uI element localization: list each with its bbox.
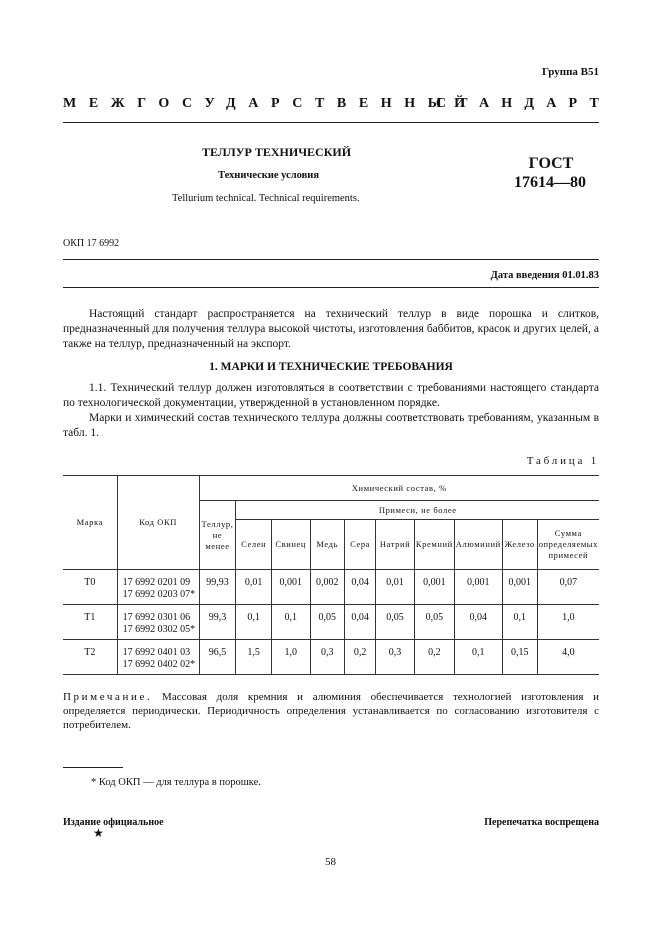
table-row	[63, 640, 599, 675]
note-label: Примечание.	[63, 691, 153, 703]
okp-code-primary: 17 6992 0301 06	[122, 612, 191, 623]
page-number: 58	[325, 856, 336, 868]
group-code: Группа В51	[541, 66, 599, 78]
footnote: * Код ОКП — для теллура в порошке.	[91, 777, 261, 788]
header-impurity: Медь	[310, 520, 344, 570]
header-impurity: Сумма определяемых примесей	[537, 520, 599, 570]
table-cell: 0,1	[271, 605, 310, 640]
table-cell: 1,0	[271, 640, 310, 675]
okp-rule	[63, 259, 599, 260]
table-cell: 0,001	[414, 570, 454, 605]
table-cell: Т2	[63, 640, 117, 675]
okp-code-primary: 17 6992 0401 03	[122, 647, 191, 658]
table-cell: 0,04	[344, 605, 375, 640]
intro-paragraph: Настоящий стандарт распространяется на технический теллур в виде порошка и слитков, предназначенный для получения теллура высокой чистоты, изготовления баббитов, красок и других целей, а также на теллур, предназначенный на экспорт.	[63, 308, 599, 350]
table-cell: 0,05	[376, 605, 415, 640]
standard-type-left: МЕЖГОСУДАРСТВЕННЫЙ	[63, 96, 478, 111]
english-title: Tellurium technical. Technical requirements.	[172, 193, 360, 204]
table-cell: 0,15	[502, 640, 537, 675]
table-cell: Т1	[63, 605, 117, 640]
table-cell: 0,05	[310, 605, 344, 640]
clause-1-1: 1.1. Технический теллур должен изготовляться в соответствии с требованиями настоящего стандарта по технологической документации, утвержденной в установленном порядке.	[63, 382, 599, 409]
table-cell: Т0	[63, 570, 117, 605]
document-title: ТЕЛЛУР ТЕХНИЧЕСКИЙ	[202, 145, 352, 159]
table-cell: 0,01	[376, 570, 415, 605]
table-cell: 0,001	[454, 570, 502, 605]
table-cell: 0,1	[236, 605, 271, 640]
header-chem: Химический состав, %	[199, 476, 599, 501]
table-cell	[117, 605, 199, 640]
effective-date-value: 01.01.83	[562, 270, 599, 281]
table-cell: 0,07	[537, 570, 599, 605]
section-heading: 1. МАРКИ И ТЕХНИЧЕСКИЕ ТРЕБОВАНИЯ	[209, 361, 453, 373]
okp-code: ОКП 17 6992	[63, 238, 120, 249]
table-cell: 0,001	[502, 570, 537, 605]
table-cell: 96,5	[199, 640, 236, 675]
date-rule	[63, 287, 599, 288]
table-cell: 0,05	[414, 605, 454, 640]
table-cell	[117, 640, 199, 675]
clause-1-1-cont: Марки и химический состав технического теллура должны соответствовать требованиям, указанным в табл. 1.	[63, 412, 599, 439]
table-cell: 0,1	[502, 605, 537, 640]
table-cell: 99,93	[199, 570, 236, 605]
header-mark: Марка	[63, 476, 117, 570]
gost-label: ГОСТ	[528, 155, 574, 172]
table-cell: 0,3	[376, 640, 415, 675]
header-impurity: Кремний	[414, 520, 454, 570]
table-cell: 1,0	[537, 605, 599, 640]
document-subtitle: Технические условия	[218, 170, 320, 181]
header-impurity: Алюминий	[454, 520, 502, 570]
header-impurities: Примеси, не более	[236, 501, 599, 520]
header-impurity: Железо	[502, 520, 537, 570]
note-text: Массовая доля кремния и алюминия обеспечивается технологией изготовления и определяется периодически. Периодичность определения устанавливается по согласованию изготовителя с потребителем.	[63, 691, 599, 731]
table-cell: 1,5	[236, 640, 271, 675]
table-cell: 0,01	[236, 570, 271, 605]
official-edition: Издание официальное	[63, 817, 164, 828]
table-cell: 0,2	[414, 640, 454, 675]
header-okp: Код ОКП	[117, 476, 199, 570]
gost-number: 17614—80	[514, 174, 586, 191]
header-impurity: Сера	[344, 520, 375, 570]
table-note	[63, 690, 599, 732]
effective-date-label: Дата введения	[490, 270, 560, 281]
table-cell: 0,04	[454, 605, 502, 640]
okp-code-powder: 17 6992 0302 05*	[122, 624, 196, 635]
table-cell: 0,04	[344, 570, 375, 605]
table-row	[63, 605, 599, 640]
table-cell: 4,0	[537, 640, 599, 675]
header-rule	[63, 122, 599, 123]
header-impurity: Селен	[236, 520, 271, 570]
table-row	[63, 570, 599, 605]
header-tellur: Теллур, не менее	[199, 501, 236, 570]
okp-code-powder: 17 6992 0203 07*	[122, 589, 196, 600]
table-cell: 0,1	[454, 640, 502, 675]
okp-code-powder: 17 6992 0402 02*	[122, 659, 196, 670]
table-caption: Таблица 1	[526, 455, 599, 467]
footnote-rule	[63, 767, 123, 768]
table-cell: 0,002	[310, 570, 344, 605]
star-icon: ★	[93, 826, 104, 840]
reprint-notice: Перепечатка воспрещена	[484, 817, 599, 828]
table-cell: 0,2	[344, 640, 375, 675]
table-cell: 0,001	[271, 570, 310, 605]
header-impurity: Натрий	[376, 520, 415, 570]
header-impurity: Свинец	[271, 520, 310, 570]
composition-table	[63, 475, 599, 675]
standard-type-right: СТАНДАРТ	[435, 96, 611, 111]
table-cell: 0,3	[310, 640, 344, 675]
table-cell: 99,3	[199, 605, 236, 640]
effective-date	[491, 270, 599, 281]
table-cell	[117, 570, 199, 605]
okp-code-primary: 17 6992 0201 09	[122, 577, 191, 588]
